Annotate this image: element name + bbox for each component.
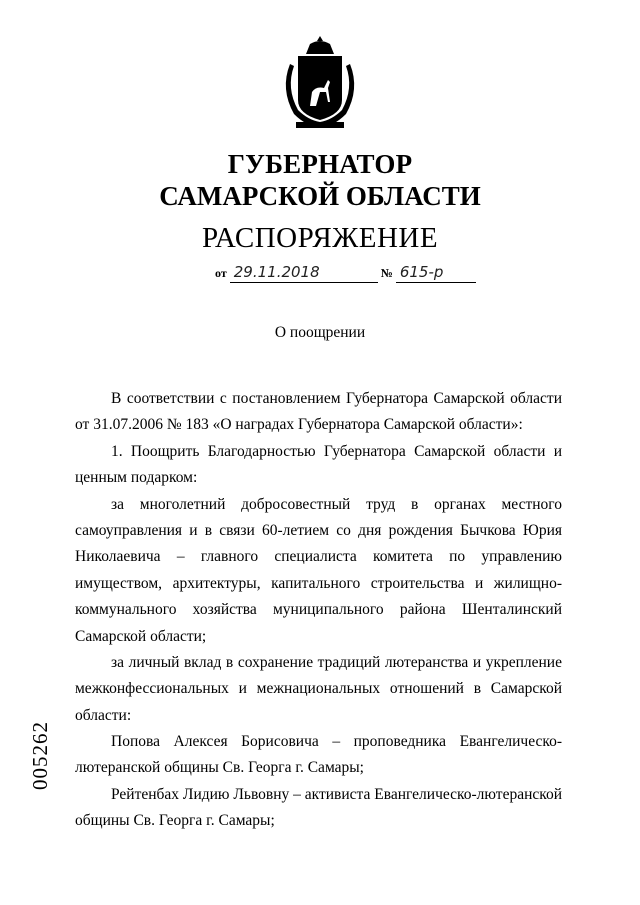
body-line: за личный вклад в сохранение традиций лютеранства и укрепление: [111, 653, 562, 671]
date-value: 29.11.2018: [230, 262, 378, 283]
issuer-region: САМАРСКОЙ ОБЛАСТИ: [159, 181, 481, 211]
body-line: от 31.07.2006 № 183 «О наградах Губернатора Самарской области»:: [75, 416, 523, 434]
body-line: Рейтенбах Лидию Львовну – активиста Евангелическо-лютеранской: [111, 785, 563, 803]
body-line: за многолетний добросовестный труд в органах местного: [111, 495, 562, 513]
body-line: межконфессиональных и межнациональных отношений в Самарской: [75, 680, 562, 698]
body-line: области:: [75, 706, 132, 724]
body-line: самоуправления и в связи 60-летием со дня рождения Бычкова Юрия: [75, 521, 562, 539]
body-line: В соответствии с постановлением Губернатора Самарской области: [111, 390, 562, 407]
coat-of-arms-emblem: [276, 34, 364, 134]
side-registration-number: 005262: [28, 721, 52, 790]
date-number-line: [215, 262, 476, 283]
body-line: Николаевича – главного специалиста комитета по управлению: [75, 548, 562, 566]
date-label: от: [215, 266, 227, 280]
issuer-title: ГУБЕРНАТОР: [227, 149, 413, 179]
number-label: №: [380, 266, 393, 280]
subject: О поощрении: [274, 324, 366, 341]
document-type: РАСПОРЯЖЕНИЕ: [201, 222, 439, 254]
body-line: 1. Поощрить Благодарностью Губернатора Самарской области и: [111, 442, 562, 460]
body-line: ценным подарком:: [75, 469, 198, 487]
document-body: [75, 386, 562, 835]
body-line: имуществом, архитектуры, капитального строительства и жилищно-: [75, 574, 562, 592]
body-line: коммунального хозяйства муниципального района Шенталинский: [75, 601, 562, 619]
body-line: Самарской области;: [75, 627, 207, 645]
body-line: Попова Алексея Борисовича – проповедника Евангелическо-: [111, 733, 562, 751]
body-line: общины Св. Георга г. Самары;: [75, 812, 275, 830]
number-value: 615-р: [396, 262, 476, 283]
body-line: лютеранской общины Св. Георга г. Самары;: [75, 759, 364, 777]
